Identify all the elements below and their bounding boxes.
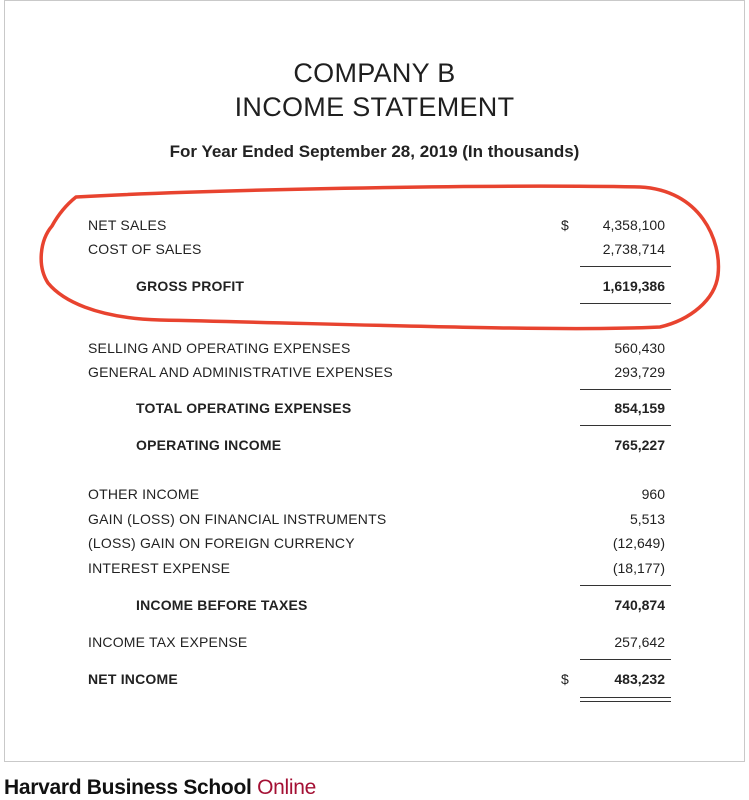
line-value: 765,227 xyxy=(614,437,665,453)
brand-name: Harvard Business School xyxy=(4,776,252,799)
currency-symbol: $ xyxy=(561,217,569,233)
line-value: 483,232 xyxy=(614,671,665,687)
line-label: SELLING AND OPERATING EXPENSES xyxy=(88,340,351,356)
line-value: 740,874 xyxy=(614,597,665,613)
line-label: TOTAL OPERATING EXPENSES xyxy=(136,400,352,416)
line-label: INCOME BEFORE TAXES xyxy=(136,597,308,613)
line-label: GROSS PROFIT xyxy=(136,278,245,294)
statement-period: For Year Ended September 28, 2019 (In thousands) xyxy=(169,142,580,161)
brand-logo xyxy=(4,776,316,800)
statement-title: INCOME STATEMENT xyxy=(234,92,515,122)
line-value: 1,619,386 xyxy=(602,278,665,294)
line-label: NET SALES xyxy=(88,217,167,233)
brand-suffix: Online xyxy=(257,776,316,799)
line-label: GAIN (LOSS) ON FINANCIAL INSTRUMENTS xyxy=(88,511,387,527)
line-label: INCOME TAX EXPENSE xyxy=(88,634,248,650)
line-value: 257,642 xyxy=(614,634,665,650)
line-label: GENERAL AND ADMINISTRATIVE EXPENSES xyxy=(88,364,393,380)
line-value: 2,738,714 xyxy=(602,241,665,257)
line-value: 960 xyxy=(641,486,665,502)
line-value: 5,513 xyxy=(629,511,665,527)
line-label: OPERATING INCOME xyxy=(136,437,282,453)
company-name: COMPANY B xyxy=(293,58,456,88)
line-value: 854,159 xyxy=(614,400,665,416)
line-value: 560,430 xyxy=(614,340,665,356)
line-label: NET INCOME xyxy=(88,671,178,687)
line-label: COST OF SALES xyxy=(88,241,202,257)
line-label: OTHER INCOME xyxy=(88,486,200,502)
line-value: 293,729 xyxy=(614,364,665,380)
line-value: (18,177) xyxy=(612,560,665,576)
line-label: INTEREST EXPENSE xyxy=(88,560,231,576)
line-value: (12,649) xyxy=(612,535,665,551)
line-label: (LOSS) GAIN ON FOREIGN CURRENCY xyxy=(88,535,355,551)
currency-symbol: $ xyxy=(561,671,569,687)
line-value: 4,358,100 xyxy=(602,217,665,233)
